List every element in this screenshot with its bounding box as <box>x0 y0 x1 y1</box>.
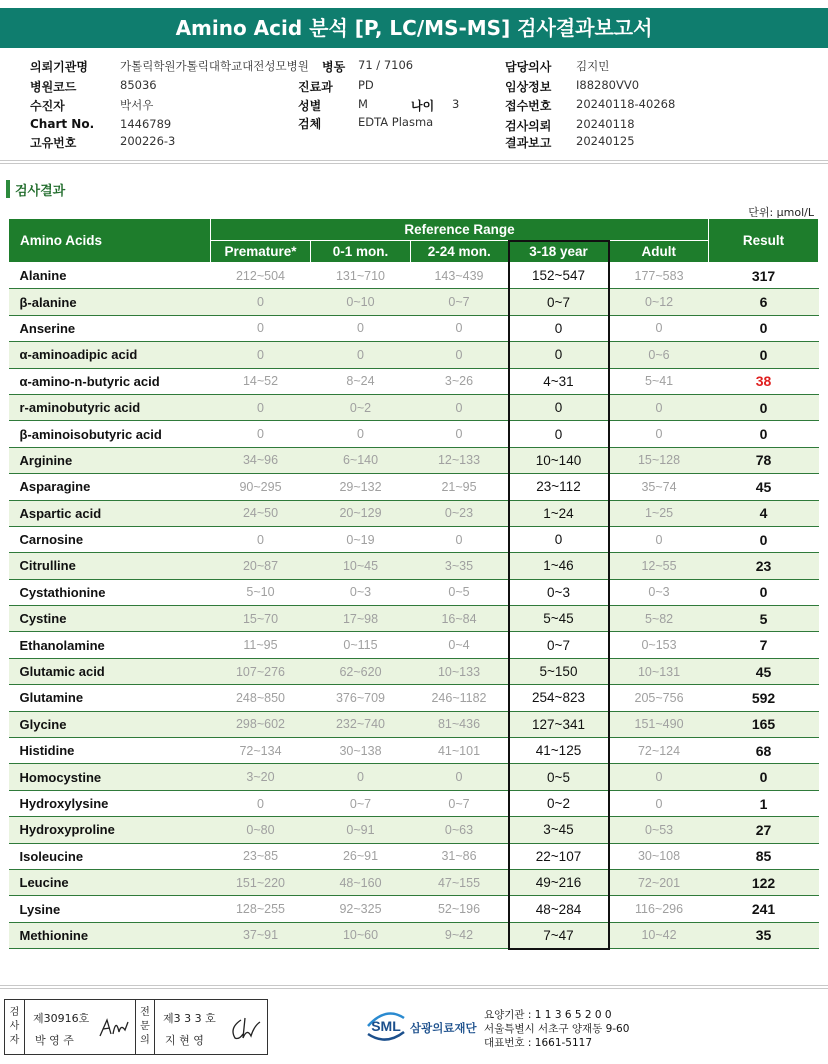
result-value: 0 <box>709 579 819 605</box>
ref-premature: 0 <box>211 289 311 315</box>
ref-3-18-year: 0 <box>509 394 609 420</box>
tester-number: 제30916호 <box>33 1012 90 1025</box>
result-value: 45 <box>709 658 819 684</box>
address: 서울특별시 서초구 양재동 9-60 <box>484 1023 630 1035</box>
header-divider <box>0 160 828 164</box>
ref-adult: 177~583 <box>609 263 709 289</box>
ref-adult: 72~201 <box>609 869 709 895</box>
hospital-code-label: 병원코드 <box>30 80 77 94</box>
ref-2-24-mon: 10~133 <box>411 658 509 684</box>
ref-adult: 0~12 <box>609 289 709 315</box>
result-value: 27 <box>709 817 819 843</box>
ref-2-24-mon: 143~439 <box>411 263 509 289</box>
ref-premature: 298~602 <box>211 711 311 737</box>
table-row <box>9 447 819 473</box>
specimen-value: EDTA Plasma <box>358 115 434 129</box>
ref-0-1-mon: 0 <box>311 421 411 447</box>
header-amino-acids: Amino Acids <box>9 219 211 263</box>
ref-adult: 151~490 <box>609 711 709 737</box>
table-row <box>9 526 819 552</box>
table-row <box>9 764 819 790</box>
ref-premature: 0 <box>211 790 311 816</box>
ref-2-24-mon: 0 <box>411 315 509 341</box>
result-value: 23 <box>709 553 819 579</box>
ward-label: 병동 <box>322 60 346 74</box>
ref-0-1-mon: 376~709 <box>311 685 411 711</box>
ref-adult: 0 <box>609 421 709 447</box>
ref-adult: 5~41 <box>609 368 709 394</box>
result-value: 7 <box>709 632 819 658</box>
ref-premature: 15~70 <box>211 606 311 632</box>
ref-adult: 0 <box>609 526 709 552</box>
table-row <box>9 342 819 368</box>
result-value: 317 <box>709 263 819 289</box>
contact-info <box>484 1008 629 1050</box>
reviewer-vertical-label: 전문의 <box>135 1000 155 1054</box>
header-result: Result <box>709 219 819 263</box>
amino-acid-name: Lysine <box>9 896 211 922</box>
ref-2-24-mon: 0~4 <box>411 632 509 658</box>
amino-acid-name: Glycine <box>9 711 211 737</box>
ref-adult: 0 <box>609 764 709 790</box>
ref-0-1-mon: 0~91 <box>311 817 411 843</box>
ref-3-18-year: 0~5 <box>509 764 609 790</box>
ref-3-18-year: 0 <box>509 315 609 341</box>
amino-acid-name: Glutamic acid <box>9 658 211 684</box>
ref-adult: 0 <box>609 790 709 816</box>
ref-premature: 248~850 <box>211 685 311 711</box>
result-value: 592 <box>709 685 819 711</box>
amino-acid-name: Cystathionine <box>9 579 211 605</box>
table-row <box>9 289 819 315</box>
table-row <box>9 474 819 500</box>
logo-mark: SML <box>371 1018 401 1034</box>
ref-0-1-mon: 0 <box>311 764 411 790</box>
ref-2-24-mon: 3~26 <box>411 368 509 394</box>
amino-acid-name: Anserine <box>9 315 211 341</box>
ref-3-18-year: 0~2 <box>509 790 609 816</box>
agency-code: 요양기관 : 1 1 3 6 5 2 0 0 <box>484 1009 612 1021</box>
ref-3-18-year: 7~47 <box>509 922 609 948</box>
ref-0-1-mon: 0~7 <box>311 790 411 816</box>
table-row <box>9 711 819 737</box>
amino-acid-name: Isoleucine <box>9 843 211 869</box>
reviewer-number: 제3 3 3 호 <box>163 1012 216 1025</box>
receipt-label: 접수번호 <box>505 99 552 113</box>
ref-premature: 11~95 <box>211 632 311 658</box>
ref-premature: 151~220 <box>211 869 311 895</box>
patient-label: 수진자 <box>30 99 65 113</box>
ref-premature: 34~96 <box>211 447 311 473</box>
amino-acid-name: Carnosine <box>9 526 211 552</box>
ref-premature: 212~504 <box>211 263 311 289</box>
header-3-18-year: 3-18 year <box>509 241 609 263</box>
ref-2-24-mon: 41~101 <box>411 738 509 764</box>
patient-value: 박서우 <box>120 98 154 112</box>
ref-premature: 23~85 <box>211 843 311 869</box>
ref-adult: 30~108 <box>609 843 709 869</box>
table-row <box>9 896 819 922</box>
ref-0-1-mon: 6~140 <box>311 447 411 473</box>
result-value: 0 <box>709 315 819 341</box>
reviewer-signature <box>227 1014 263 1044</box>
ref-premature: 0~80 <box>211 817 311 843</box>
amino-acid-name: α-amino-n-butyric acid <box>9 368 211 394</box>
ref-premature: 72~134 <box>211 738 311 764</box>
amino-acid-table <box>8 218 819 950</box>
ref-3-18-year: 152~547 <box>509 263 609 289</box>
result-value: 45 <box>709 474 819 500</box>
amino-acid-name: Glutamine <box>9 685 211 711</box>
ref-2-24-mon: 0~7 <box>411 790 509 816</box>
ref-adult: 116~296 <box>609 896 709 922</box>
ref-2-24-mon: 0 <box>411 764 509 790</box>
ref-3-18-year: 3~45 <box>509 817 609 843</box>
chart-label: Chart No. <box>30 117 95 131</box>
header-adult: Adult <box>609 241 709 263</box>
ref-0-1-mon: 0~10 <box>311 289 411 315</box>
specimen-label: 검체 <box>298 117 322 131</box>
ref-0-1-mon: 0 <box>311 342 411 368</box>
clinical-label: 임상정보 <box>505 80 552 94</box>
ref-premature: 0 <box>211 315 311 341</box>
result-value: 1 <box>709 790 819 816</box>
result-value: 68 <box>709 738 819 764</box>
phone: 대표번호 : 1661-5117 <box>484 1037 593 1049</box>
tester-vertical-label: 검사자 <box>5 1000 25 1054</box>
ref-3-18-year: 0~7 <box>509 289 609 315</box>
ref-3-18-year: 23~112 <box>509 474 609 500</box>
client-label: 의뢰기관명 <box>30 60 88 74</box>
ref-0-1-mon: 8~24 <box>311 368 411 394</box>
ref-2-24-mon: 21~95 <box>411 474 509 500</box>
amino-acid-name: Leucine <box>9 869 211 895</box>
ref-3-18-year: 0 <box>509 526 609 552</box>
ref-0-1-mon: 10~45 <box>311 553 411 579</box>
patient-info <box>0 56 828 156</box>
tester-signature <box>97 1014 131 1042</box>
ref-premature: 128~255 <box>211 896 311 922</box>
amino-acid-name: Ethanolamine <box>9 632 211 658</box>
sex-label: 성별 <box>298 99 322 113</box>
sml-logo <box>364 1006 408 1046</box>
header-reference-range: Reference Range <box>211 219 709 241</box>
section-marker <box>6 180 10 198</box>
report-date-label: 결과보고 <box>505 136 552 150</box>
ref-2-24-mon: 0 <box>411 394 509 420</box>
result-value: 85 <box>709 843 819 869</box>
result-value: 4 <box>709 500 819 526</box>
ref-premature: 20~87 <box>211 553 311 579</box>
result-value: 0 <box>709 421 819 447</box>
ref-premature: 90~295 <box>211 474 311 500</box>
footer-divider <box>0 985 828 989</box>
result-value: 35 <box>709 922 819 948</box>
client-value: 가톨릭학원가톨릭대학교대전성모병원 <box>120 59 309 73</box>
header-0-1-mon: 0-1 mon. <box>311 241 411 263</box>
ref-0-1-mon: 92~325 <box>311 896 411 922</box>
amino-acid-name: Histidine <box>9 738 211 764</box>
ref-2-24-mon: 0~5 <box>411 579 509 605</box>
ref-adult: 35~74 <box>609 474 709 500</box>
header-premature: Premature* <box>211 241 311 263</box>
ref-2-24-mon: 3~35 <box>411 553 509 579</box>
report-date-value: 20240125 <box>576 134 635 148</box>
ward-value: 71 / 7106 <box>358 58 414 72</box>
age-value: 3 <box>452 97 460 111</box>
ref-2-24-mon: 31~86 <box>411 843 509 869</box>
result-value: 0 <box>709 764 819 790</box>
ref-3-18-year: 127~341 <box>509 711 609 737</box>
ref-3-18-year: 10~140 <box>509 447 609 473</box>
receipt-value: 20240118-40268 <box>576 97 676 111</box>
table-row <box>9 553 819 579</box>
ref-adult: 10~131 <box>609 658 709 684</box>
ref-premature: 37~91 <box>211 922 311 948</box>
ref-2-24-mon: 52~196 <box>411 896 509 922</box>
request-value: 20240118 <box>576 117 635 131</box>
ref-0-1-mon: 20~129 <box>311 500 411 526</box>
amino-acid-name: β-alanine <box>9 289 211 315</box>
result-value: 0 <box>709 526 819 552</box>
table-row <box>9 315 819 341</box>
ref-premature: 0 <box>211 526 311 552</box>
ref-adult: 0 <box>609 315 709 341</box>
reviewer-name: 지 현 영 <box>165 1034 204 1047</box>
section-title: 검사결과 <box>15 184 66 199</box>
ref-3-18-year: 1~24 <box>509 500 609 526</box>
sex-value: M <box>358 97 368 111</box>
ref-0-1-mon: 48~160 <box>311 869 411 895</box>
table-row <box>9 922 819 948</box>
ref-adult: 0~53 <box>609 817 709 843</box>
foundation-name: 삼광의료재단 <box>410 1021 477 1035</box>
ref-adult: 15~128 <box>609 447 709 473</box>
ref-0-1-mon: 0~3 <box>311 579 411 605</box>
result-value: 38 <box>709 368 819 394</box>
ref-3-18-year: 0 <box>509 342 609 368</box>
table-row <box>9 394 819 420</box>
result-value: 6 <box>709 289 819 315</box>
ref-0-1-mon: 29~132 <box>311 474 411 500</box>
ref-0-1-mon: 62~620 <box>311 658 411 684</box>
result-value: 0 <box>709 394 819 420</box>
ref-premature: 14~52 <box>211 368 311 394</box>
amino-acid-name: Homocystine <box>9 764 211 790</box>
ref-0-1-mon: 131~710 <box>311 263 411 289</box>
ref-premature: 0 <box>211 342 311 368</box>
result-value: 78 <box>709 447 819 473</box>
ref-adult: 72~124 <box>609 738 709 764</box>
doctor-value: 김지민 <box>576 59 610 73</box>
amino-acid-name: Alanine <box>9 263 211 289</box>
ref-2-24-mon: 0~23 <box>411 500 509 526</box>
ref-2-24-mon: 0 <box>411 421 509 447</box>
amino-acid-name: Hydroxyproline <box>9 817 211 843</box>
table-row <box>9 421 819 447</box>
unique-label: 고유번호 <box>30 136 77 150</box>
ref-0-1-mon: 0~115 <box>311 632 411 658</box>
table-row <box>9 869 819 895</box>
ref-0-1-mon: 0~2 <box>311 394 411 420</box>
dept-value: PD <box>358 78 374 92</box>
clinical-value: I88280VV0 <box>576 78 640 92</box>
amino-acid-name: α-aminoadipic acid <box>9 342 211 368</box>
ref-adult: 0~153 <box>609 632 709 658</box>
table-row <box>9 606 819 632</box>
table-row <box>9 817 819 843</box>
tester-name: 박 영 주 <box>35 1034 74 1047</box>
ref-premature: 0 <box>211 394 311 420</box>
ref-3-18-year: 1~46 <box>509 553 609 579</box>
ref-0-1-mon: 0~19 <box>311 526 411 552</box>
ref-adult: 0 <box>609 394 709 420</box>
ref-3-18-year: 49~216 <box>509 869 609 895</box>
report-title: Amino Acid 분석 [P, LC/MS-MS] 검사결과보고서 <box>0 8 828 48</box>
result-value: 5 <box>709 606 819 632</box>
request-label: 검사의뢰 <box>505 119 552 133</box>
ref-0-1-mon: 232~740 <box>311 711 411 737</box>
amino-acid-name: Citrulline <box>9 553 211 579</box>
ref-premature: 107~276 <box>211 658 311 684</box>
amino-acid-rows <box>9 263 819 949</box>
ref-0-1-mon: 26~91 <box>311 843 411 869</box>
hospital-code-value: 85036 <box>120 78 157 92</box>
ref-adult: 205~756 <box>609 685 709 711</box>
amino-acid-name: Aspartic acid <box>9 500 211 526</box>
table-row <box>9 579 819 605</box>
header-2-24-mon: 2-24 mon. <box>411 241 509 263</box>
ref-3-18-year: 254~823 <box>509 685 609 711</box>
ref-3-18-year: 0~7 <box>509 632 609 658</box>
dept-label: 진료과 <box>298 80 333 94</box>
result-value: 0 <box>709 342 819 368</box>
ref-0-1-mon: 17~98 <box>311 606 411 632</box>
ref-2-24-mon: 81~436 <box>411 711 509 737</box>
ref-adult: 0~6 <box>609 342 709 368</box>
amino-acid-name: Asparagine <box>9 474 211 500</box>
result-value: 122 <box>709 869 819 895</box>
ref-3-18-year: 0 <box>509 421 609 447</box>
ref-3-18-year: 5~150 <box>509 658 609 684</box>
table-row <box>9 632 819 658</box>
ref-adult: 10~42 <box>609 922 709 948</box>
ref-0-1-mon: 30~138 <box>311 738 411 764</box>
ref-2-24-mon: 0 <box>411 342 509 368</box>
table-row <box>9 738 819 764</box>
chart-value: 1446789 <box>120 117 172 131</box>
unit-label: 단위: μmol/L <box>748 206 814 219</box>
ref-3-18-year: 22~107 <box>509 843 609 869</box>
ref-2-24-mon: 47~155 <box>411 869 509 895</box>
ref-3-18-year: 0~3 <box>509 579 609 605</box>
amino-acid-name: Methionine <box>9 922 211 948</box>
amino-acid-name: Arginine <box>9 447 211 473</box>
amino-acid-name: r-aminobutyric acid <box>9 394 211 420</box>
ref-3-18-year: 48~284 <box>509 896 609 922</box>
amino-acid-name: Cystine <box>9 606 211 632</box>
ref-3-18-year: 41~125 <box>509 738 609 764</box>
ref-0-1-mon: 10~60 <box>311 922 411 948</box>
table-row <box>9 263 819 289</box>
amino-acid-name: Hydroxylysine <box>9 790 211 816</box>
ref-premature: 24~50 <box>211 500 311 526</box>
ref-adult: 0~3 <box>609 579 709 605</box>
ref-2-24-mon: 9~42 <box>411 922 509 948</box>
table-row <box>9 790 819 816</box>
ref-2-24-mon: 16~84 <box>411 606 509 632</box>
ref-adult: 5~82 <box>609 606 709 632</box>
ref-3-18-year: 4~31 <box>509 368 609 394</box>
ref-premature: 5~10 <box>211 579 311 605</box>
ref-2-24-mon: 0~7 <box>411 289 509 315</box>
ref-premature: 0 <box>211 421 311 447</box>
ref-2-24-mon: 0 <box>411 526 509 552</box>
table-row <box>9 658 819 684</box>
amino-acid-name: β-aminoisobutyric acid <box>9 421 211 447</box>
result-value: 165 <box>709 711 819 737</box>
ref-adult: 12~55 <box>609 553 709 579</box>
ref-3-18-year: 5~45 <box>509 606 609 632</box>
ref-2-24-mon: 246~1182 <box>411 685 509 711</box>
ref-2-24-mon: 12~133 <box>411 447 509 473</box>
table-row <box>9 500 819 526</box>
doctor-label: 담당의사 <box>505 60 552 74</box>
result-value: 241 <box>709 896 819 922</box>
ref-adult: 1~25 <box>609 500 709 526</box>
unique-value: 200226-3 <box>120 134 176 148</box>
ref-premature: 3~20 <box>211 764 311 790</box>
age-label: 나이 <box>411 99 435 113</box>
ref-0-1-mon: 0 <box>311 315 411 341</box>
table-row <box>9 368 819 394</box>
table-row <box>9 685 819 711</box>
table-row <box>9 843 819 869</box>
signature-box <box>4 999 268 1055</box>
ref-2-24-mon: 0~63 <box>411 817 509 843</box>
